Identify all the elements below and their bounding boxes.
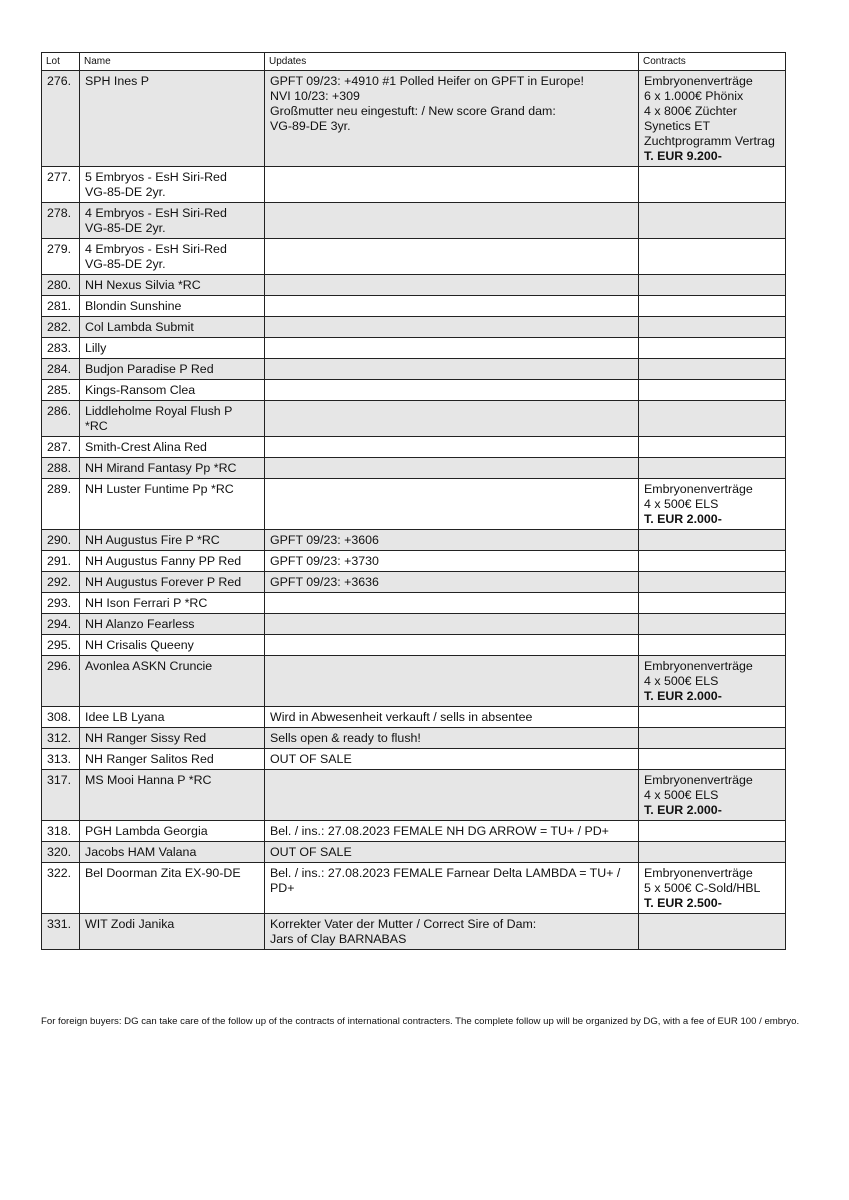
cell-contracts bbox=[639, 380, 786, 401]
cell-updates: OUT OF SALE bbox=[265, 749, 639, 770]
cell-contracts bbox=[639, 275, 786, 296]
cell-name: NH Augustus Fanny PP Red bbox=[80, 551, 265, 572]
cell-updates: GPFT 09/23: +3606 bbox=[265, 530, 639, 551]
cell-updates: Bel. / ins.: 27.08.2023 FEMALE Farnear Delta LAMBDA = TU+ / PD+ bbox=[265, 863, 639, 914]
table-row bbox=[42, 656, 786, 707]
table-row bbox=[42, 593, 786, 614]
cell-updates bbox=[265, 401, 639, 437]
header-updates: Updates bbox=[265, 53, 639, 71]
lot-table bbox=[41, 52, 786, 950]
cell-contracts bbox=[639, 296, 786, 317]
table-row bbox=[42, 437, 786, 458]
cell-name: NH Augustus Fire P *RC bbox=[80, 530, 265, 551]
table-row bbox=[42, 914, 786, 950]
cell-updates bbox=[265, 239, 639, 275]
cell-contracts bbox=[639, 203, 786, 239]
cell-name: Budjon Paradise P Red bbox=[80, 359, 265, 380]
table-row bbox=[42, 359, 786, 380]
table-row bbox=[42, 749, 786, 770]
cell-name: NH Crisalis Queeny bbox=[80, 635, 265, 656]
cell-lot: 287. bbox=[42, 437, 80, 458]
table-row bbox=[42, 203, 786, 239]
cell-name: NH Ranger Sissy Red bbox=[80, 728, 265, 749]
cell-lot: 291. bbox=[42, 551, 80, 572]
cell-contracts bbox=[639, 317, 786, 338]
lot-table-container bbox=[41, 52, 785, 950]
table-row bbox=[42, 338, 786, 359]
cell-name: Idee LB Lyana bbox=[80, 707, 265, 728]
cell-contracts bbox=[639, 770, 786, 821]
table-row bbox=[42, 296, 786, 317]
cell-contracts bbox=[639, 458, 786, 479]
cell-updates bbox=[265, 770, 639, 821]
cell-contracts bbox=[639, 437, 786, 458]
cell-contracts bbox=[639, 863, 786, 914]
cell-name: NH Alanzo Fearless bbox=[80, 614, 265, 635]
table-row bbox=[42, 770, 786, 821]
cell-contracts bbox=[639, 635, 786, 656]
cell-contracts bbox=[639, 338, 786, 359]
cell-lot: 294. bbox=[42, 614, 80, 635]
cell-updates bbox=[265, 635, 639, 656]
contracts-text: Embryonenverträge 5 x 500€ C-Sold/HBL bbox=[644, 866, 761, 895]
footnote: For foreign buyers: DG can take care of the follow up of the contracts of international contracters. The complete follow up will be organized by DG, with a fee of EUR 100 / embryo. bbox=[41, 1016, 800, 1027]
cell-name: Bel Doorman Zita EX-90-DE bbox=[80, 863, 265, 914]
table-row bbox=[42, 275, 786, 296]
cell-lot: 313. bbox=[42, 749, 80, 770]
cell-lot: 286. bbox=[42, 401, 80, 437]
cell-lot: 285. bbox=[42, 380, 80, 401]
cell-contracts bbox=[639, 359, 786, 380]
cell-name: Blondin Sunshine bbox=[80, 296, 265, 317]
table-row bbox=[42, 401, 786, 437]
cell-lot: 279. bbox=[42, 239, 80, 275]
cell-contracts bbox=[639, 749, 786, 770]
cell-contracts bbox=[639, 479, 786, 530]
cell-lot: 296. bbox=[42, 656, 80, 707]
cell-contracts bbox=[639, 593, 786, 614]
cell-updates bbox=[265, 167, 639, 203]
cell-name: PGH Lambda Georgia bbox=[80, 821, 265, 842]
table-row bbox=[42, 863, 786, 914]
cell-lot: 320. bbox=[42, 842, 80, 863]
cell-name: Liddleholme Royal Flush P *RC bbox=[80, 401, 265, 437]
contracts-total: T. EUR 2.000- bbox=[644, 803, 722, 817]
cell-lot: 281. bbox=[42, 296, 80, 317]
cell-updates bbox=[265, 338, 639, 359]
cell-name: 4 Embryos - EsH Siri-Red VG-85-DE 2yr. bbox=[80, 239, 265, 275]
cell-updates: GPFT 09/23: +3636 bbox=[265, 572, 639, 593]
cell-updates: GPFT 09/23: +3730 bbox=[265, 551, 639, 572]
table-row bbox=[42, 380, 786, 401]
table-row bbox=[42, 551, 786, 572]
table-row bbox=[42, 728, 786, 749]
cell-lot: 308. bbox=[42, 707, 80, 728]
cell-updates: Bel. / ins.: 27.08.2023 FEMALE NH DG ARROW = TU+ / PD+ bbox=[265, 821, 639, 842]
table-row bbox=[42, 707, 786, 728]
cell-updates bbox=[265, 593, 639, 614]
cell-lot: 284. bbox=[42, 359, 80, 380]
cell-updates: OUT OF SALE bbox=[265, 842, 639, 863]
contracts-text: Embryonenverträge 4 x 500€ ELS bbox=[644, 773, 753, 802]
table-row bbox=[42, 821, 786, 842]
cell-name: Smith-Crest Alina Red bbox=[80, 437, 265, 458]
cell-lot: 331. bbox=[42, 914, 80, 950]
header-lot: Lot bbox=[42, 53, 80, 71]
cell-updates bbox=[265, 275, 639, 296]
cell-updates bbox=[265, 296, 639, 317]
table-row bbox=[42, 317, 786, 338]
cell-updates bbox=[265, 479, 639, 530]
cell-lot: 318. bbox=[42, 821, 80, 842]
table-body bbox=[42, 71, 786, 950]
header-name: Name bbox=[80, 53, 265, 71]
cell-lot: 293. bbox=[42, 593, 80, 614]
cell-contracts bbox=[639, 656, 786, 707]
cell-updates bbox=[265, 437, 639, 458]
cell-contracts bbox=[639, 842, 786, 863]
contracts-total: T. EUR 9.200- bbox=[644, 149, 722, 163]
cell-lot: 290. bbox=[42, 530, 80, 551]
contracts-total: T. EUR 2.000- bbox=[644, 689, 722, 703]
cell-name: WIT Zodi Janika bbox=[80, 914, 265, 950]
contracts-text: Embryonenverträge 4 x 500€ ELS bbox=[644, 482, 753, 511]
cell-name: MS Mooi Hanna P *RC bbox=[80, 770, 265, 821]
contracts-total: T. EUR 2.500- bbox=[644, 896, 722, 910]
cell-updates: Wird in Abwesenheit verkauft / sells in absentee bbox=[265, 707, 639, 728]
table-row bbox=[42, 614, 786, 635]
cell-lot: 322. bbox=[42, 863, 80, 914]
cell-updates bbox=[265, 380, 639, 401]
cell-name: 5 Embryos - EsH Siri-Red VG-85-DE 2yr. bbox=[80, 167, 265, 203]
table-row bbox=[42, 479, 786, 530]
cell-contracts bbox=[639, 572, 786, 593]
table-row bbox=[42, 572, 786, 593]
cell-contracts bbox=[639, 551, 786, 572]
cell-contracts bbox=[639, 401, 786, 437]
cell-name: 4 Embryos - EsH Siri-Red VG-85-DE 2yr. bbox=[80, 203, 265, 239]
cell-contracts bbox=[639, 707, 786, 728]
table-row bbox=[42, 635, 786, 656]
header-contracts: Contracts bbox=[639, 53, 786, 71]
cell-updates bbox=[265, 458, 639, 479]
table-row bbox=[42, 458, 786, 479]
cell-lot: 278. bbox=[42, 203, 80, 239]
table-row bbox=[42, 842, 786, 863]
cell-lot: 317. bbox=[42, 770, 80, 821]
cell-contracts bbox=[639, 239, 786, 275]
cell-contracts bbox=[639, 530, 786, 551]
cell-name: Jacobs HAM Valana bbox=[80, 842, 265, 863]
contracts-text: Embryonenverträge 6 x 1.000€ Phönix 4 x 800€ Züchter Synetics ET Zuchtprogramm Vertrag bbox=[644, 74, 775, 148]
cell-updates bbox=[265, 359, 639, 380]
table-row bbox=[42, 530, 786, 551]
table-row bbox=[42, 71, 786, 167]
cell-lot: 283. bbox=[42, 338, 80, 359]
cell-updates bbox=[265, 656, 639, 707]
cell-updates: Korrekter Vater der Mutter / Correct Sire of Dam: Jars of Clay BARNABAS bbox=[265, 914, 639, 950]
cell-name: Avonlea ASKN Cruncie bbox=[80, 656, 265, 707]
cell-updates bbox=[265, 614, 639, 635]
cell-lot: 276. bbox=[42, 71, 80, 167]
cell-updates: GPFT 09/23: +4910 #1 Polled Heifer on GPFT in Europe! NVI 10/23: +309 Großmutter neu eingestuft: / New score Grand dam: VG-89-DE 3yr. bbox=[265, 71, 639, 167]
cell-contracts bbox=[639, 167, 786, 203]
cell-name: NH Luster Funtime Pp *RC bbox=[80, 479, 265, 530]
contracts-text: Embryonenverträge 4 x 500€ ELS bbox=[644, 659, 753, 688]
table-header-row bbox=[42, 53, 786, 71]
cell-name: Kings-Ransom Clea bbox=[80, 380, 265, 401]
cell-updates: Sells open & ready to flush! bbox=[265, 728, 639, 749]
cell-name: SPH Ines P bbox=[80, 71, 265, 167]
cell-lot: 288. bbox=[42, 458, 80, 479]
cell-updates bbox=[265, 203, 639, 239]
cell-lot: 292. bbox=[42, 572, 80, 593]
cell-name: NH Nexus Silvia *RC bbox=[80, 275, 265, 296]
cell-lot: 277. bbox=[42, 167, 80, 203]
cell-lot: 312. bbox=[42, 728, 80, 749]
cell-lot: 295. bbox=[42, 635, 80, 656]
cell-lot: 282. bbox=[42, 317, 80, 338]
cell-name: Col Lambda Submit bbox=[80, 317, 265, 338]
cell-contracts bbox=[639, 914, 786, 950]
cell-lot: 280. bbox=[42, 275, 80, 296]
table-row bbox=[42, 167, 786, 203]
contracts-total: T. EUR 2.000- bbox=[644, 512, 722, 526]
cell-contracts bbox=[639, 614, 786, 635]
cell-name: NH Ison Ferrari P *RC bbox=[80, 593, 265, 614]
cell-contracts bbox=[639, 71, 786, 167]
table-row bbox=[42, 239, 786, 275]
cell-name: Lilly bbox=[80, 338, 265, 359]
cell-updates bbox=[265, 317, 639, 338]
cell-contracts bbox=[639, 821, 786, 842]
cell-name: NH Ranger Salitos Red bbox=[80, 749, 265, 770]
cell-name: NH Mirand Fantasy Pp *RC bbox=[80, 458, 265, 479]
cell-name: NH Augustus Forever P Red bbox=[80, 572, 265, 593]
cell-contracts bbox=[639, 728, 786, 749]
cell-lot: 289. bbox=[42, 479, 80, 530]
